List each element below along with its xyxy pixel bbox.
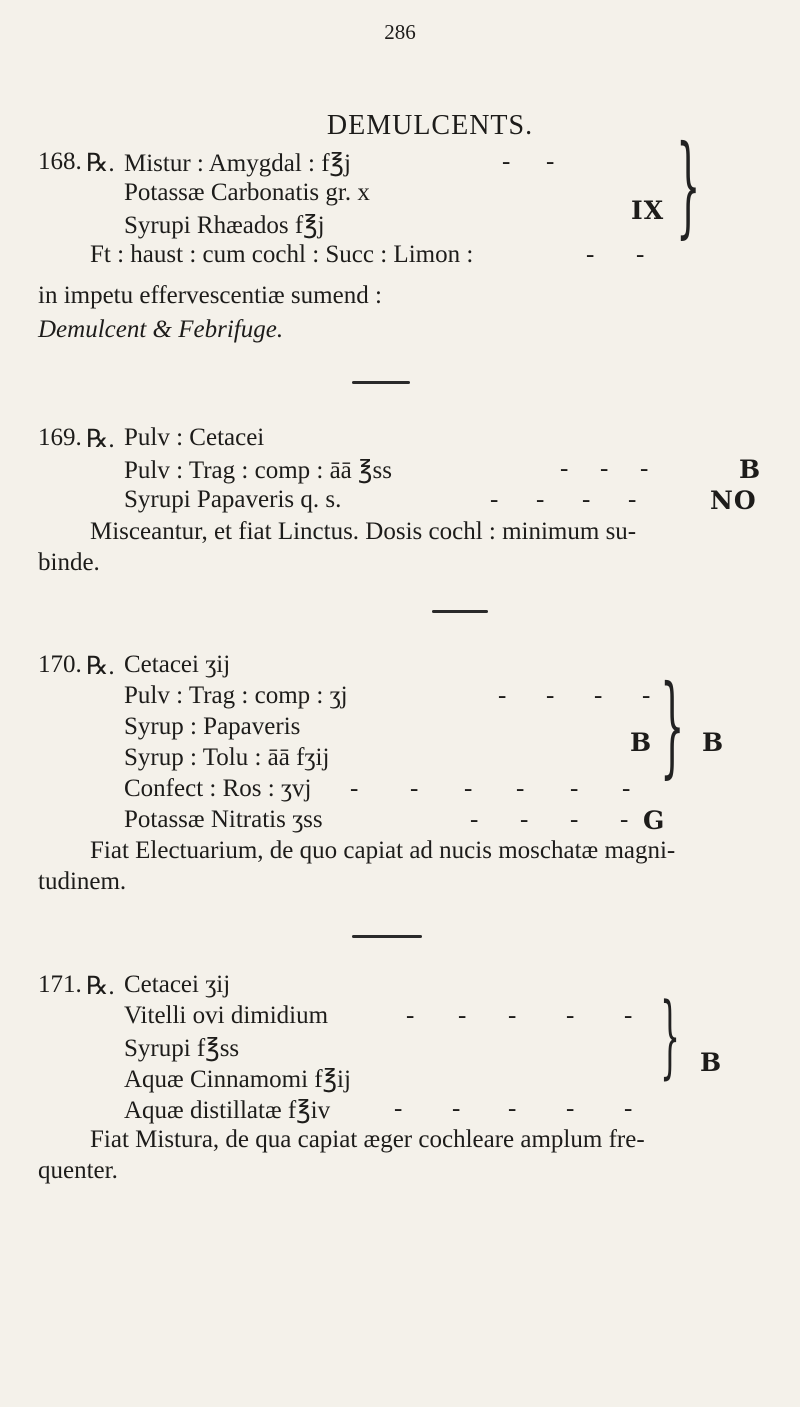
leader-dash: - bbox=[546, 682, 555, 709]
leader-dash: - bbox=[470, 806, 479, 833]
recipe-line: Syrup : Tolu : āā fʒij bbox=[124, 744, 330, 771]
leader-dash: - bbox=[642, 682, 651, 709]
leader-dash: - bbox=[464, 775, 473, 802]
leader-dash: - bbox=[458, 1002, 467, 1029]
page-number: 286 bbox=[384, 20, 416, 44]
recipe-line: Aquæ Cinnamomi f℥ij bbox=[124, 1066, 351, 1093]
classification-code: B bbox=[702, 728, 725, 757]
leader-dash: - bbox=[536, 486, 545, 513]
recipe-line: Ft : haust : cum cochl : Succ : Limon : bbox=[90, 241, 474, 268]
recipe-line: Potassæ Carbonatis gr. x bbox=[124, 179, 370, 206]
recipe-symbol: ℞. bbox=[86, 973, 115, 1000]
leader-dash: - bbox=[498, 682, 507, 709]
divider bbox=[432, 610, 488, 613]
brace: } bbox=[660, 984, 681, 1089]
leader-dash: - bbox=[410, 775, 419, 802]
classification-code: IX bbox=[631, 196, 665, 225]
recipe-line: Syrupi Papaveris q. s. bbox=[124, 486, 342, 513]
recipe-line: tudinem. bbox=[38, 868, 127, 895]
recipe-line: Vitelli ovi dimidium bbox=[124, 1002, 329, 1029]
recipe-line: Syrupi Rhæados f℥j bbox=[124, 212, 325, 239]
leader-dash: - bbox=[640, 455, 649, 482]
leader-dash: - bbox=[508, 1002, 517, 1029]
recipe-line: Aquæ distillatæ f℥iv bbox=[124, 1097, 331, 1124]
recipe-line: Pulv : Trag : comp : ʒj bbox=[124, 682, 348, 709]
recipe-number: 168. bbox=[38, 148, 82, 175]
leader-dash: - bbox=[520, 806, 529, 833]
leader-dash: - bbox=[452, 1095, 461, 1122]
leader-dash: - bbox=[570, 775, 579, 802]
leader-dash: - bbox=[566, 1002, 575, 1029]
recipe-line: Misceantur, et fiat Linctus. Dosis cochl : minimum su- bbox=[90, 518, 637, 545]
recipe-number: 170. bbox=[38, 651, 82, 678]
recipe-symbol: ℞. bbox=[86, 653, 115, 680]
leader-dash: - bbox=[406, 1002, 415, 1029]
recipe-line: Confect : Ros : ʒvj bbox=[124, 775, 312, 802]
recipe-symbol: ℞. bbox=[86, 426, 115, 453]
brace: } bbox=[676, 121, 701, 249]
leader-dash: - bbox=[394, 1095, 403, 1122]
recipe-line: quenter. bbox=[38, 1157, 118, 1184]
divider bbox=[352, 381, 410, 384]
brace: } bbox=[660, 661, 685, 789]
recipe-line: Fiat Electuarium, de quo capiat ad nucis moschatæ magni- bbox=[90, 837, 676, 864]
recipe-line: Syrup : Papaveris bbox=[124, 713, 301, 740]
recipe-line: Cetacei ʒij bbox=[124, 651, 231, 678]
recipe-symbol: ℞. bbox=[86, 150, 115, 177]
leader-dash: - bbox=[570, 806, 579, 833]
classification-code: G bbox=[643, 806, 666, 835]
leader-dash: - bbox=[636, 241, 645, 268]
classification-code: B bbox=[700, 1048, 723, 1077]
recipe-note: Demulcent & Febrifuge. bbox=[38, 316, 284, 343]
leader-dash: - bbox=[628, 486, 637, 513]
leader-dash: - bbox=[490, 486, 499, 513]
recipe-line: in impetu effervescentiæ sumend : bbox=[38, 282, 382, 309]
leader-dash: - bbox=[624, 1002, 633, 1029]
leader-dash: - bbox=[624, 1095, 633, 1122]
leader-dash: - bbox=[586, 241, 595, 268]
recipe-number: 171. bbox=[38, 971, 82, 998]
leader-dash: - bbox=[546, 148, 555, 175]
recipe-line: Pulv : Trag : comp : āā ℥ss bbox=[124, 457, 392, 484]
recipe-line: Potassæ Nitratis ʒss bbox=[124, 806, 323, 833]
recipe-line: binde. bbox=[38, 549, 100, 576]
leader-dash: - bbox=[560, 455, 569, 482]
leader-dash: - bbox=[594, 682, 603, 709]
leader-dash: - bbox=[508, 1095, 517, 1122]
recipe-line: Cetacei ʒij bbox=[124, 971, 231, 998]
leader-dash: - bbox=[620, 806, 629, 833]
leader-dash: - bbox=[622, 775, 631, 802]
divider bbox=[352, 935, 422, 938]
page-title: DEMULCENTS. bbox=[326, 110, 534, 141]
classification-code: NO bbox=[710, 486, 757, 515]
leader-dash: - bbox=[566, 1095, 575, 1122]
leader-dash: - bbox=[502, 148, 511, 175]
leader-dash: - bbox=[582, 486, 591, 513]
leader-dash: - bbox=[350, 775, 359, 802]
classification-code: B bbox=[739, 455, 762, 484]
classification-code: B bbox=[630, 728, 653, 757]
leader-dash: - bbox=[600, 455, 609, 482]
leader-dash: - bbox=[516, 775, 525, 802]
recipe-line: Fiat Mistura, de qua capiat æger cochleare amplum fre- bbox=[90, 1126, 645, 1153]
recipe-number: 169. bbox=[38, 424, 82, 451]
recipe-line: Mistur : Amygdal : f℥j bbox=[124, 150, 351, 177]
recipe-line: Pulv : Cetacei bbox=[124, 424, 265, 451]
recipe-line: Syrupi f℥ss bbox=[124, 1035, 240, 1062]
